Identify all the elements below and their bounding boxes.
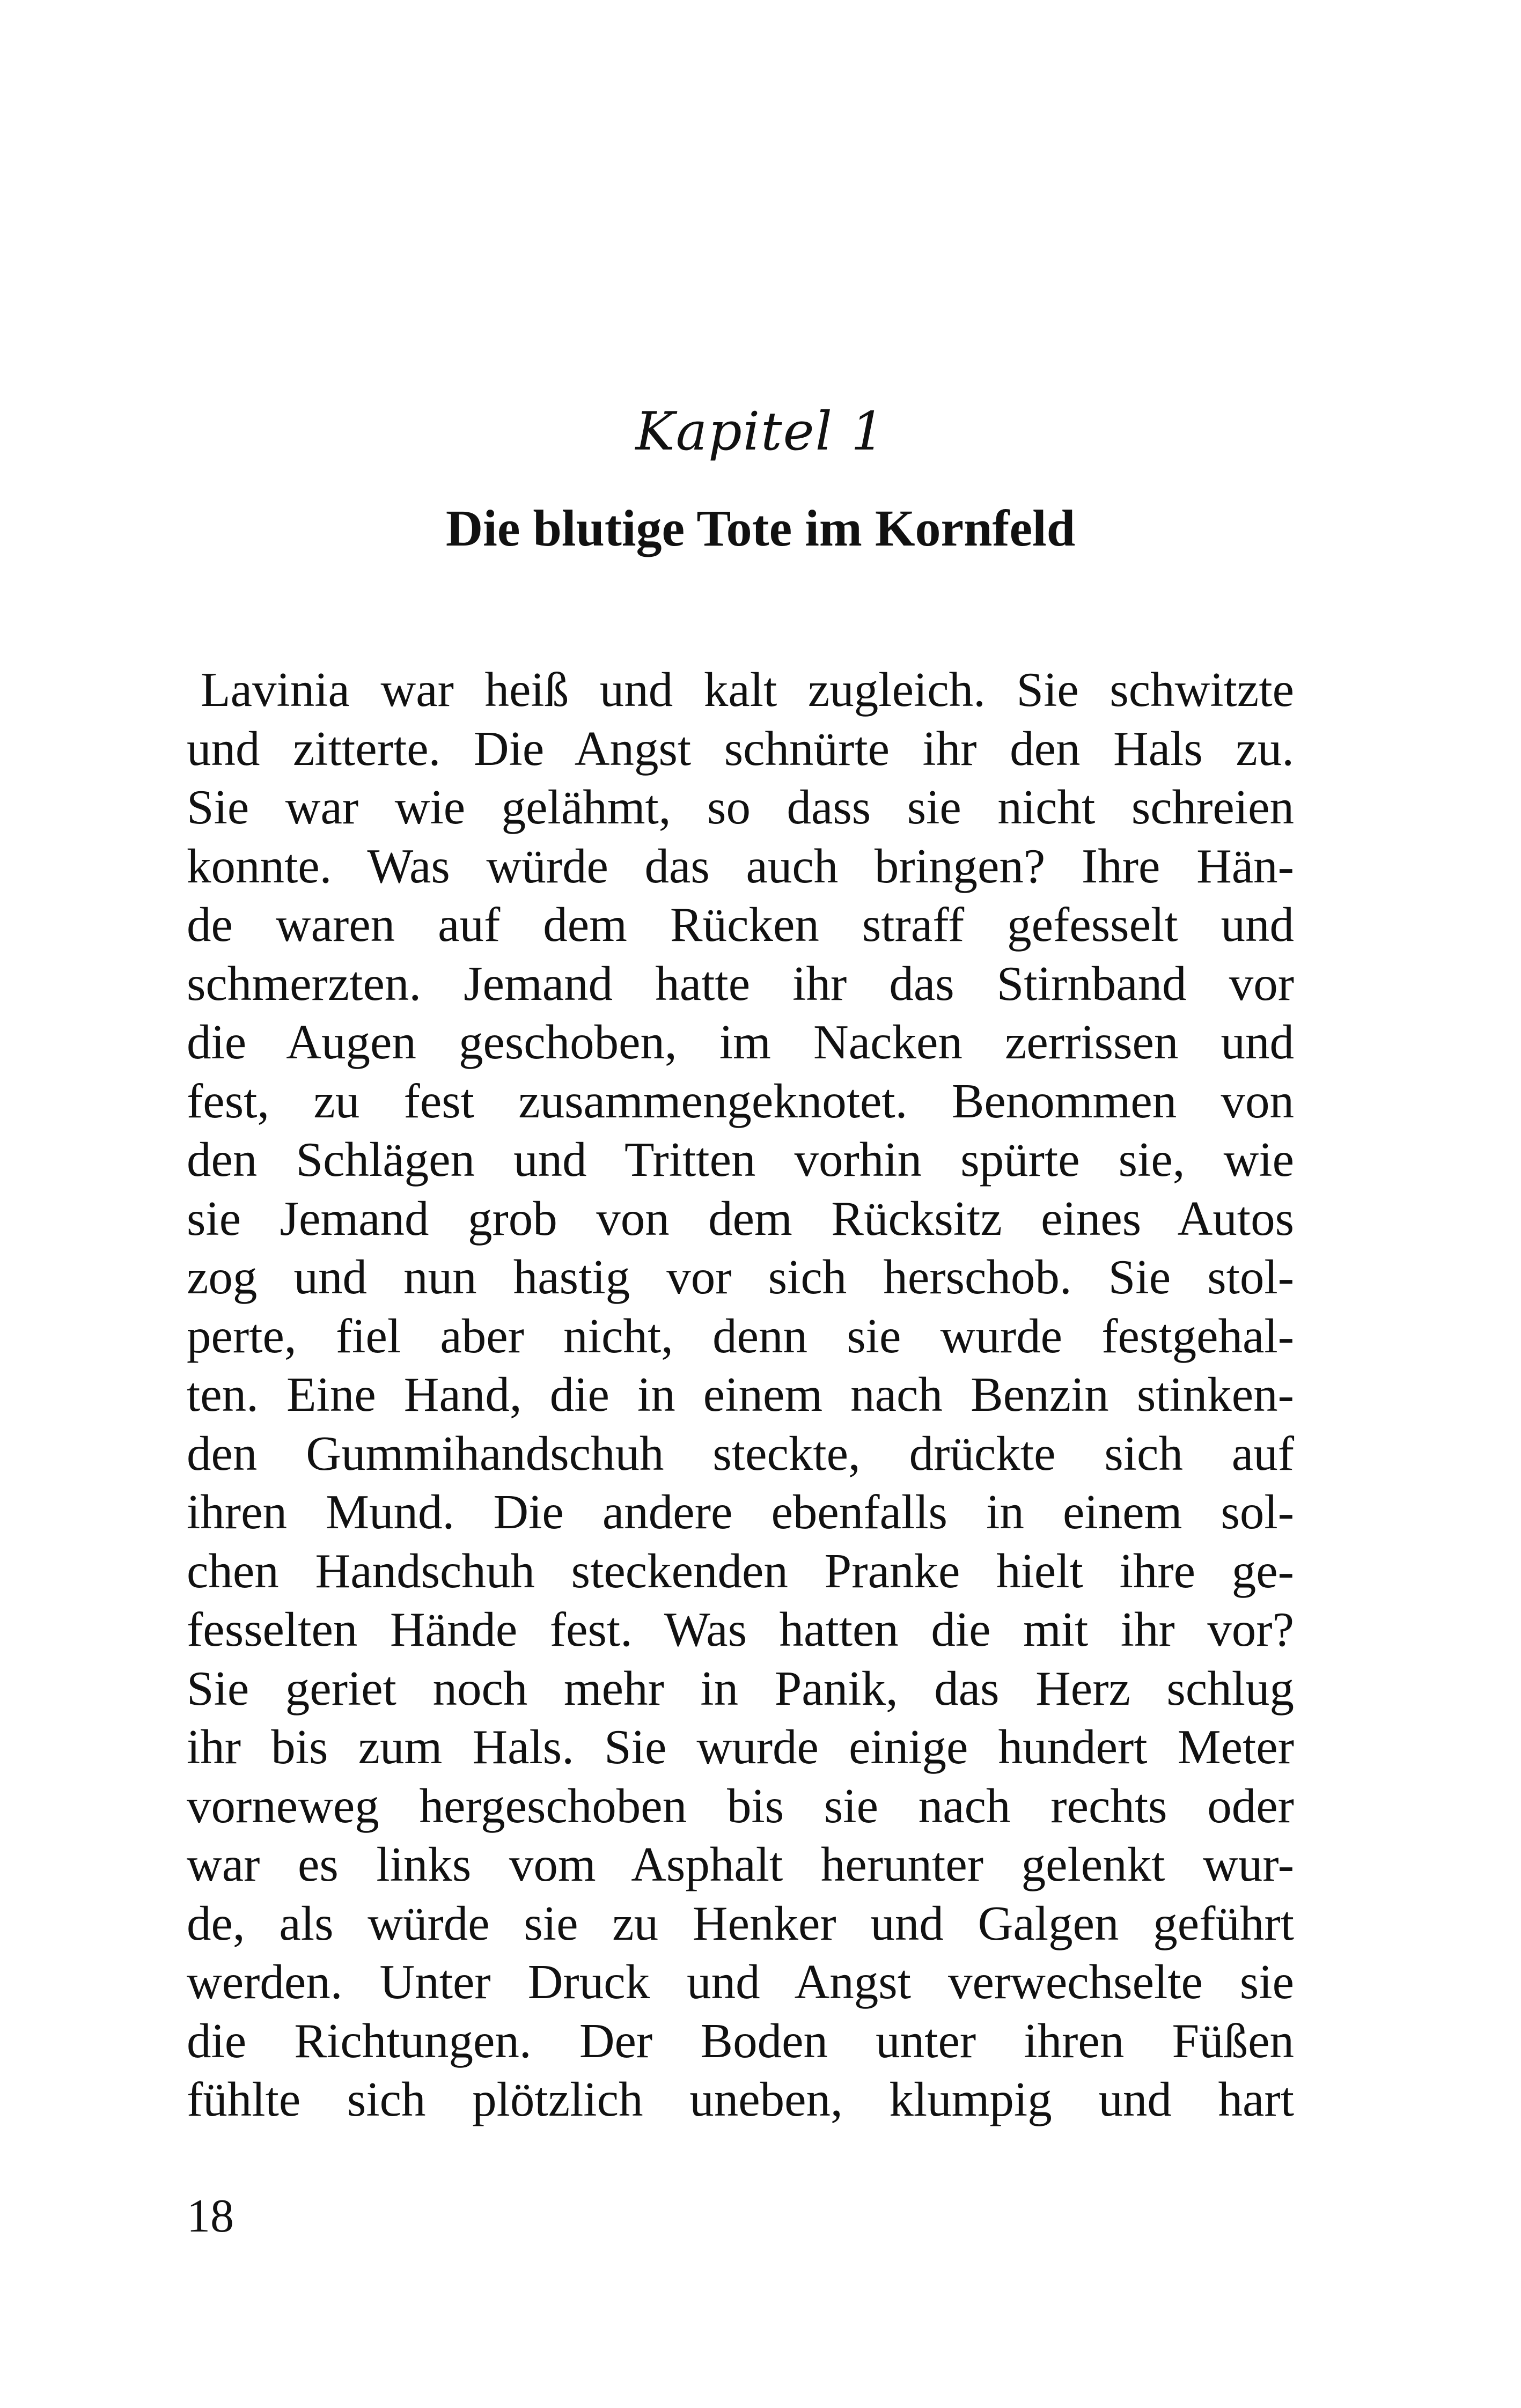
text-line: fest, zu fest zusammengeknotet. Benommen von — [187, 1073, 1294, 1128]
text-line: ten. Eine Hand, die in einem nach Benzin stinken- — [187, 1367, 1294, 1422]
text-line: ihr bis zum Hals. Sie wurde einige hundert Meter — [187, 1720, 1294, 1774]
text-line: die Richtungen. Der Boden unter ihren Füßen — [187, 2013, 1294, 2068]
text-line: Sie war wie gelähmt, so dass sie nicht schreien — [187, 780, 1294, 834]
text-line: schmerzten. Jemand hatte ihr das Stirnband vor — [187, 956, 1294, 1011]
text-line: Sie geriet noch mehr in Panik, das Herz schlug — [187, 1661, 1294, 1715]
text-line: de, als würde sie zu Henker und Galgen geführt — [187, 1896, 1294, 1950]
text-line: Lavinia war heiß und kalt zugleich. Sie schwitzte — [201, 662, 1294, 717]
text-line: fesselten Hände fest. Was hatten die mit ihr vor? — [187, 1602, 1294, 1656]
text-line: vorneweg hergeschoben bis sie nach rechts oder — [187, 1778, 1294, 1833]
text-line: war es links vom Asphalt herunter gelenkt wur- — [187, 1837, 1294, 1891]
text-line: de waren auf dem Rücken straff gefesselt und — [187, 897, 1294, 952]
text-line: chen Handschuh steckenden Pranke hielt ihre ge- — [187, 1543, 1294, 1598]
text-line: ihren Mund. Die andere ebenfalls in einem sol- — [187, 1485, 1294, 1539]
chapter-title: Die blutige Tote im Kornfeld — [445, 499, 1076, 557]
text-line: die Augen geschoben, im Nacken zerrissen und — [187, 1015, 1294, 1069]
page-number: 18 — [187, 2190, 234, 2242]
text-line: zog und nun hastig vor sich herschob. Sie stol- — [187, 1250, 1294, 1304]
chapter-label: Kapitel 1 — [635, 401, 886, 462]
body-text — [187, 660, 1294, 2129]
text-line: den Schlägen und Tritten vorhin spürte sie, wie — [187, 1132, 1294, 1187]
text-line: und zitterte. Die Angst schnürte ihr den Hals zu. — [187, 721, 1294, 776]
text-line: perte, fiel aber nicht, denn sie wurde festgehal- — [187, 1308, 1294, 1363]
text-line: fühlte sich plötzlich uneben, klumpig und hart — [187, 2072, 1294, 2126]
text-line: werden. Unter Druck und Angst verwechselte sie — [187, 1955, 1294, 2009]
text-line: den Gummihandschuh steckte, drückte sich auf — [187, 1426, 1294, 1481]
text-line: sie Jemand grob von dem Rücksitz eines Autos — [187, 1191, 1294, 1246]
text-line: konnte. Was würde das auch bringen? Ihre Hän- — [187, 838, 1294, 893]
